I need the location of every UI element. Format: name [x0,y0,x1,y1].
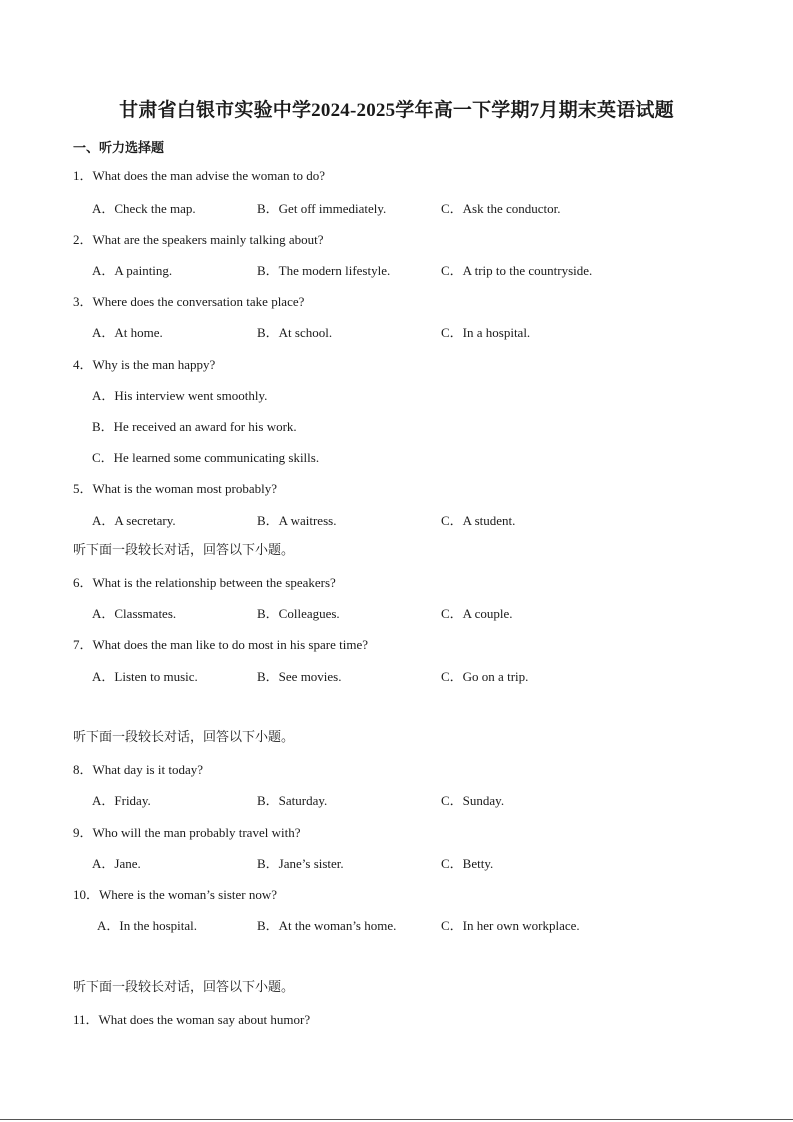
question-6 [73,572,336,591]
dialogue-instruction: 听下面一段较长对话，回答以下小题。 [73,729,295,744]
question-2 [73,229,324,248]
question-7 [73,634,368,653]
question-text: What does the man like to do most in his spare time? [92,637,368,652]
option-c: C．In her own workplace. [441,918,580,933]
section-heading: 一、听力选择题 [73,140,165,155]
question-number: 5． [73,481,93,496]
question-number: 3． [73,294,93,309]
dialogue-instruction: 听下面一段较长对话，回答以下小题。 [73,542,295,557]
option-a: A．Friday. [92,793,151,808]
option-b: B．Get off immediately. [257,201,387,216]
option-b: B．He received an award for his work. [92,419,297,434]
question-text: Where does the conversation take place? [92,294,305,309]
option-c: C．A trip to the countryside. [441,263,593,278]
question-number: 6． [73,575,93,590]
question-number: 8． [73,762,93,777]
question-text: Why is the man happy? [92,357,216,372]
question-9 [73,822,300,841]
option-a: A．A painting. [92,263,173,278]
question-number: 10． [73,887,100,902]
question-number: 4． [73,357,93,372]
question-text: What day is it today? [92,762,203,777]
option-b: B．See movies. [257,669,342,684]
option-c: C．In a hospital. [441,325,531,340]
option-a: A．Classmates. [92,606,177,621]
option-c: C．A student. [441,513,516,528]
question-5 [73,478,277,497]
option-c: C．Go on a trip. [441,669,529,684]
option-a: A．His interview went smoothly. [92,388,268,403]
question-3 [73,291,304,310]
page-bottom-rule [0,1119,793,1120]
question-1 [73,165,325,184]
option-b: B．Saturday. [257,793,328,808]
question-10 [73,884,277,903]
question-number: 11． [73,1012,99,1027]
option-a: A．At home. [92,325,163,340]
question-number: 7． [73,637,93,652]
option-c: C．He learned some communicating skills. [92,450,320,465]
option-c: C．Sunday. [441,793,505,808]
option-c: C．Ask the conductor. [441,201,561,216]
question-text: What is the woman most probably? [92,481,278,496]
question-number: 1． [73,168,93,183]
option-b: B．At school. [257,325,333,340]
option-a: A．Jane. [92,856,141,871]
question-8 [73,759,203,778]
question-4 [73,354,215,373]
question-number: 9． [73,825,93,840]
option-c: C．A couple. [441,606,513,621]
option-b: B．The modern lifestyle. [257,263,391,278]
dialogue-instruction: 听下面一段较长对话，回答以下小题。 [73,979,295,994]
option-a: A．A secretary. [92,513,176,528]
option-b: B．At the woman’s home. [257,918,397,933]
question-text: What are the speakers mainly talking about? [92,232,324,247]
exam-title: 甘肃省白银市实验中学2024-2025学年高一下学期7月期末英语试题 [119,100,674,121]
question-text: What does the woman say about humor? [98,1012,311,1027]
option-a: A．Listen to music. [92,669,198,684]
option-b: B．A waitress. [257,513,337,528]
question-text: Who will the man probably travel with? [92,825,301,840]
option-a: A．In the hospital. [97,918,198,933]
question-number: 2． [73,232,93,247]
question-text: What does the man advise the woman to do? [92,168,326,183]
question-text: What is the relationship between the speakers? [92,575,336,590]
question-text: Where is the woman’s sister now? [99,887,277,902]
option-a: A．Check the map. [92,201,196,216]
option-c: C．Betty. [441,856,494,871]
option-b: B．Colleagues. [257,606,340,621]
option-b: B．Jane’s sister. [257,856,344,871]
question-11 [73,1009,310,1028]
